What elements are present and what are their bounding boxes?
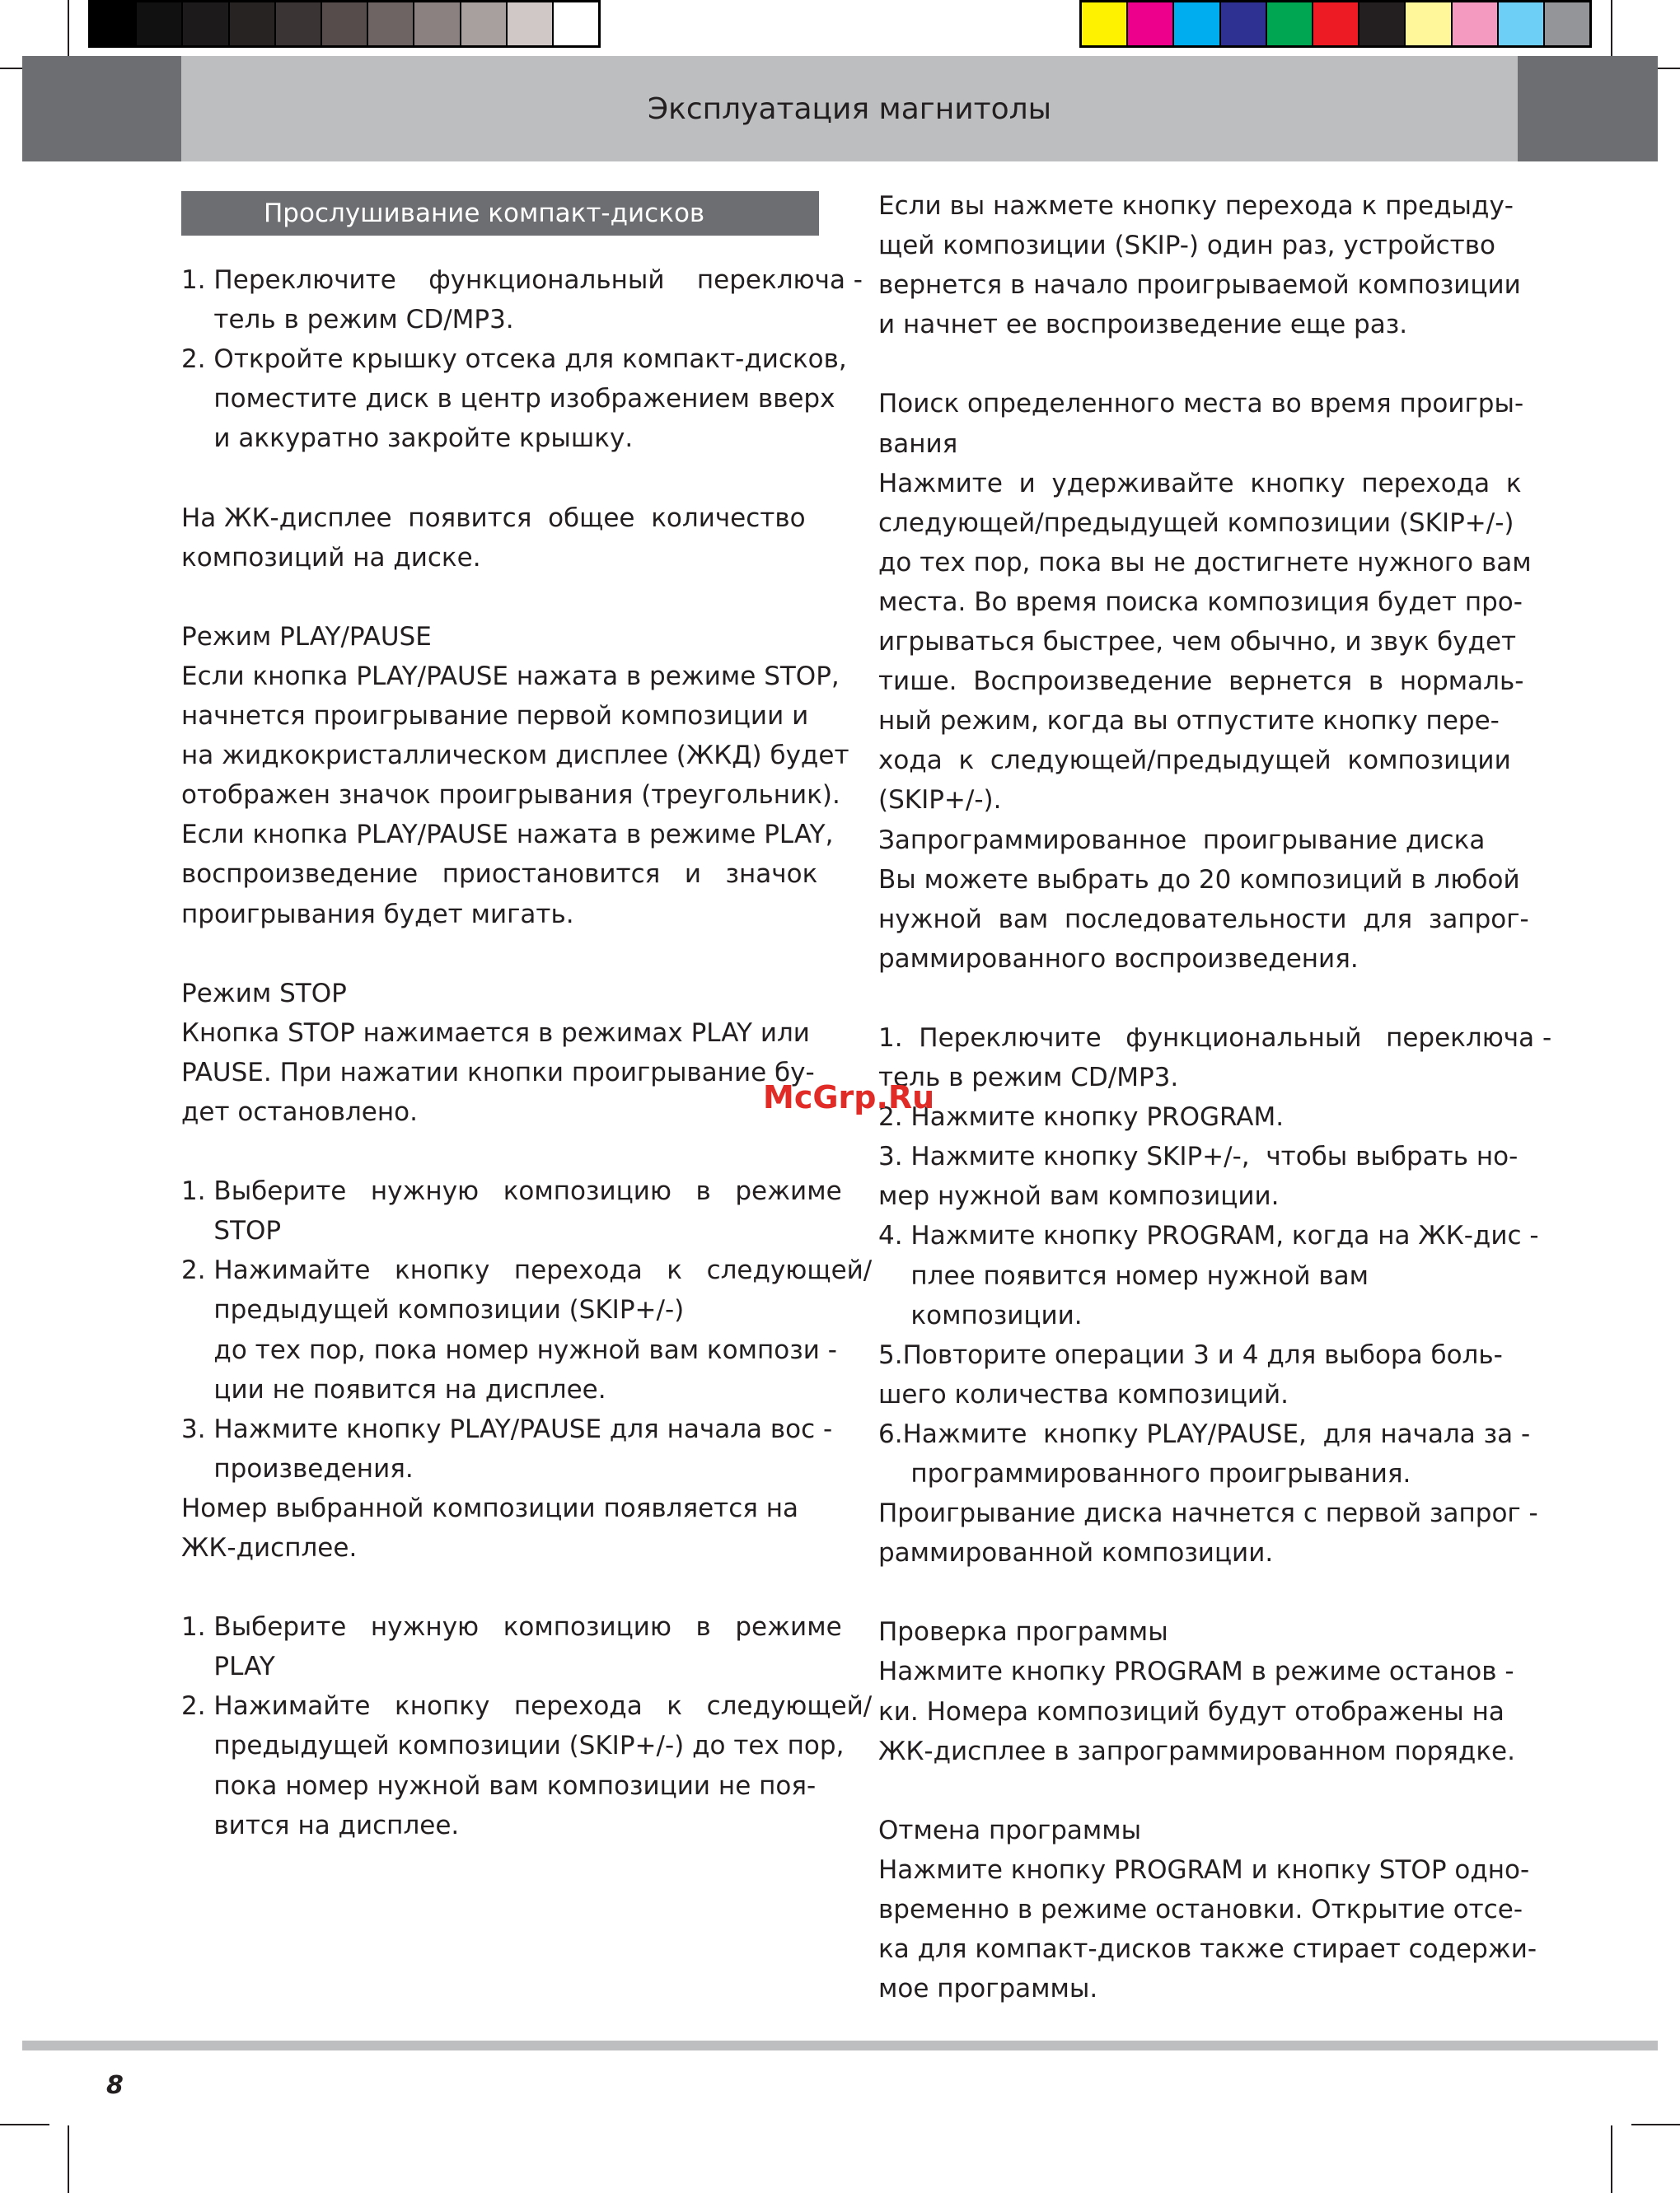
text-line: следующей/предыдущей композиции (SKIP+/-) bbox=[878, 507, 1514, 538]
text-line: 1. Переключите функциональный переключа - bbox=[181, 265, 863, 295]
gray-swatch bbox=[461, 2, 508, 45]
text-line: предыдущей композиции (SKIP+/-) bbox=[181, 1295, 685, 1326]
text-line bbox=[181, 458, 872, 498]
text-line: На ЖК-дисплее появится общее количество bbox=[181, 503, 806, 533]
text-line: ции не появится на дисплее. bbox=[181, 1374, 606, 1405]
text-line: Если кнопка PLAY/PAUSE нажата в режиме STOP, bbox=[181, 661, 840, 691]
gray-swatch bbox=[91, 2, 137, 45]
text-line: Проверка программы bbox=[878, 1617, 1168, 1648]
section-title-text: Прослушивание компакт-дисков bbox=[264, 199, 705, 228]
gray-swatch bbox=[414, 2, 461, 45]
process-swatch bbox=[1221, 2, 1267, 45]
text-line: поместите диск в центр изображением вверх bbox=[181, 384, 835, 414]
text-line: на жидкокристаллическом дисплее (ЖКД) будет bbox=[181, 741, 849, 771]
text-line bbox=[878, 1573, 1551, 1612]
text-line: 6.Нажмите кнопку PLAY/PAUSE, для начала за - bbox=[878, 1419, 1531, 1449]
text-line: хода к следующей/предыдущей композиции bbox=[878, 746, 1511, 776]
section-title bbox=[181, 191, 819, 236]
text-line: PAUSE. При нажатии кнопки проигрывание бу- bbox=[181, 1057, 815, 1087]
text-line: и начнет ее воспроизведение еще раз. bbox=[878, 310, 1408, 340]
text-line: дет остановлено. bbox=[181, 1096, 418, 1127]
page-title: Эксплуатация магнитолы bbox=[647, 92, 1052, 126]
text-line bbox=[181, 1568, 872, 1607]
page-number: 8 bbox=[106, 2071, 124, 2100]
text-line bbox=[181, 1132, 872, 1171]
text-line: до тех пор, пока вы не достигнете нужного вам bbox=[878, 547, 1532, 577]
text-line: Нажмите и удерживайте кнопку перехода к bbox=[878, 468, 1522, 498]
text-line: воспроизведение приостановится и значок bbox=[181, 859, 818, 890]
gray-swatch bbox=[554, 2, 598, 45]
text-line: Нажмите кнопку PROGRAM в режиме останов - bbox=[878, 1657, 1514, 1687]
text-line: Режим PLAY/PAUSE bbox=[181, 621, 432, 652]
text-line: Запрограммированное проигрывание диска bbox=[878, 825, 1486, 855]
text-line: раммированного воспроизведения. bbox=[878, 943, 1359, 974]
text-line: 1. Выберите нужную композицию в режиме bbox=[181, 1612, 842, 1643]
text-line: мое программы. bbox=[878, 1974, 1098, 2004]
text-line: вится на дисплее. bbox=[181, 1810, 460, 1840]
text-line: до тех пор, пока номер нужной вам компози - bbox=[181, 1335, 837, 1365]
process-swatch bbox=[1313, 2, 1359, 45]
text-line: предыдущей композиции (SKIP+/-) до тех пор, bbox=[181, 1731, 845, 1761]
process-swatch bbox=[1453, 2, 1499, 45]
gray-swatch bbox=[508, 2, 554, 45]
process-color-calibration-bar bbox=[1079, 0, 1592, 48]
text-line: 2. Нажимайте кнопку перехода к следующей/ bbox=[181, 1255, 873, 1286]
text-line: композиций на диске. bbox=[181, 542, 481, 573]
gray-swatch bbox=[183, 2, 229, 45]
text-line: места. Во время поиска композиция будет про- bbox=[878, 587, 1523, 617]
text-line: 1. Переключите функциональный переключа - bbox=[878, 1022, 1552, 1053]
process-swatch bbox=[1174, 2, 1220, 45]
text-line: и аккуратно закройте крышку. bbox=[181, 423, 634, 454]
text-line: нужной вам последовательности для запрог- bbox=[878, 904, 1529, 934]
text-line: отображен значок проигрывания (треугольник). bbox=[181, 780, 840, 811]
text-line: шего количества композиций. bbox=[878, 1379, 1289, 1410]
right-column bbox=[878, 186, 1551, 2008]
gray-swatch bbox=[368, 2, 414, 45]
text-line: ЖК-дисплее. bbox=[181, 1533, 358, 1563]
text-line bbox=[878, 979, 1551, 1018]
text-line: произведения. bbox=[181, 1453, 414, 1484]
process-swatch bbox=[1545, 2, 1589, 45]
text-line: композиции. bbox=[878, 1300, 1083, 1330]
gray-swatch bbox=[322, 2, 368, 45]
text-line: ный режим, когда вы отпустите кнопку пере- bbox=[878, 706, 1500, 736]
left-column bbox=[181, 260, 872, 1845]
text-line: PLAY bbox=[181, 1652, 275, 1682]
watermark: McGrp.Ru bbox=[763, 1079, 935, 1115]
text-line: 2. Нажмите кнопку PROGRAM. bbox=[878, 1102, 1285, 1133]
process-swatch bbox=[1267, 2, 1313, 45]
text-line: Нажмите кнопку PROGRAM и кнопку STOP одно- bbox=[878, 1854, 1530, 1885]
text-line: вернется в начало проигрываемой композиции bbox=[878, 270, 1521, 301]
text-line: плее появится номер нужной вам bbox=[878, 1260, 1369, 1291]
text-line bbox=[181, 577, 872, 617]
gray-swatch bbox=[137, 2, 183, 45]
text-line: 1. Выберите нужную композицию в режиме bbox=[181, 1176, 842, 1207]
text-line: 2. Откройте крышку отсека для компакт-дисков, bbox=[181, 344, 847, 375]
text-line: программированного проигрывания. bbox=[878, 1459, 1411, 1489]
text-line: Проигрывание диска начнется с первой запрог - bbox=[878, 1499, 1538, 1529]
text-line: тише. Воспроизведение вернется в нормаль- bbox=[878, 666, 1524, 697]
text-line: 3. Нажмите кнопку PLAY/PAUSE для начала вос - bbox=[181, 1414, 833, 1444]
process-swatch bbox=[1499, 2, 1545, 45]
text-line: Номер выбранной композиции появляется на bbox=[181, 1493, 799, 1523]
text-line: ка для компакт-дисков также стирает содержи- bbox=[878, 1934, 1537, 1965]
text-line: Вы можете выбрать до 20 композиций в любой bbox=[878, 864, 1520, 895]
text-line: Отмена программы bbox=[878, 1815, 1142, 1845]
text-line: ЖК-дисплее в запрограммированном порядке. bbox=[878, 1736, 1515, 1766]
crop-mark bbox=[68, 2125, 69, 2193]
text-line bbox=[878, 344, 1551, 384]
process-swatch bbox=[1359, 2, 1406, 45]
text-line bbox=[878, 1771, 1551, 1811]
text-line: 2. Нажимайте кнопку перехода к следующей/ bbox=[181, 1691, 873, 1722]
process-swatch bbox=[1406, 2, 1452, 45]
gray-swatch bbox=[276, 2, 322, 45]
header-side-band-right bbox=[1518, 56, 1658, 161]
process-swatch bbox=[1082, 2, 1128, 45]
footer-rule bbox=[22, 2041, 1658, 2050]
text-line: 5.Повторите операции 3 и 4 для выбора боль- bbox=[878, 1340, 1503, 1370]
text-line: щей композиции (SKIP-) один раз, устройство bbox=[878, 231, 1495, 261]
text-line: тель в режим CD/MP3. bbox=[181, 305, 514, 335]
text-line: тель в режим CD/MP3. bbox=[878, 1063, 1179, 1093]
header-side-band-left bbox=[22, 56, 181, 161]
text-line: 4. Нажмите кнопку PROGRAM, когда на ЖК-дис - bbox=[878, 1221, 1539, 1251]
text-line: раммированной композиции. bbox=[878, 1538, 1274, 1569]
text-line: начнется проигрывание первой композиции и bbox=[181, 701, 809, 732]
text-line: 3. Нажмите кнопку SKIP+/-, чтобы выбрать но- bbox=[878, 1142, 1519, 1172]
gray-swatch bbox=[230, 2, 276, 45]
text-line: STOP bbox=[181, 1216, 282, 1246]
process-swatch bbox=[1128, 2, 1174, 45]
text-line: проигрывания будет мигать. bbox=[181, 899, 574, 929]
text-line: (SKIP+/-). bbox=[878, 785, 1002, 816]
text-line: пока номер нужной вам композиции не поя- bbox=[181, 1770, 817, 1801]
text-line bbox=[181, 934, 872, 974]
text-line: Если кнопка PLAY/PAUSE нажата в режиме PLAY, bbox=[181, 820, 834, 850]
crop-mark bbox=[1631, 2124, 1680, 2125]
grayscale-calibration-bar bbox=[88, 0, 601, 48]
text-line: Если вы нажмете кнопку перехода к предыду- bbox=[878, 191, 1514, 221]
crop-mark bbox=[0, 2124, 49, 2125]
text-line: мер нужной вам композиции. bbox=[878, 1181, 1280, 1212]
text-line: Режим STOP bbox=[181, 978, 347, 1008]
text-line: ки. Номера композиций будут отображены на bbox=[878, 1696, 1505, 1727]
text-line: Кнопка STOP нажимается в режимах PLAY или bbox=[181, 1017, 810, 1048]
text-line: Поиск определенного места во время проигры- bbox=[878, 389, 1524, 419]
crop-mark bbox=[1611, 2125, 1612, 2193]
text-line: вания bbox=[878, 428, 958, 459]
text-line: игрываться быстрее, чем обычно, и звук будет bbox=[878, 627, 1517, 657]
text-line: временно в режиме остановки. Открытие отсе- bbox=[878, 1895, 1523, 1925]
